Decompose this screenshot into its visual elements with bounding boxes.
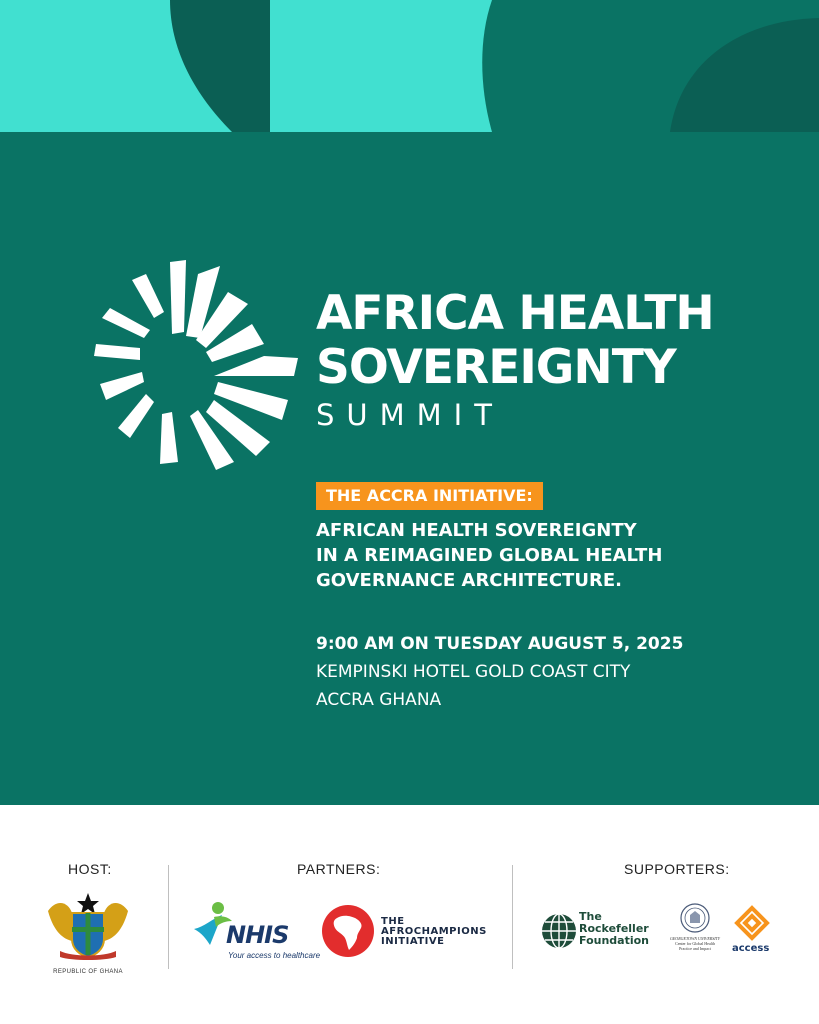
host-logo-caption: REPUBLIC OF GHANA: [53, 969, 123, 975]
top-decorative-band: [0, 0, 819, 132]
access-diamond-icon: [734, 905, 770, 941]
rockefeller-text: [579, 911, 649, 947]
rockefeller-line-3: Foundation: [579, 934, 650, 947]
footer-divider-1: [168, 865, 169, 969]
host-logo-ghana: [42, 891, 134, 975]
decorative-shapes: [0, 0, 819, 132]
afrochampions-line-3: INITIATIVE: [381, 936, 445, 947]
afrochampions-line-1: THE: [381, 916, 405, 927]
georgetown-text: [660, 936, 730, 951]
partner-logo-afrochampions: [321, 904, 491, 960]
supporter-logo-access: [730, 905, 776, 957]
event-datetime: 9:00 AM ON TUESDAY AUGUST 5, 2025: [316, 634, 684, 654]
rockefeller-line-1: The: [579, 910, 602, 923]
nhis-name: NHIS: [226, 921, 289, 949]
host-label: HOST:: [68, 861, 112, 877]
georgetown-seal-icon: [680, 903, 710, 933]
afrochampions-line-2: AFROCHAMPIONS: [381, 926, 487, 937]
georgetown-line-2: Center for Global Health: [675, 941, 715, 946]
supporter-logo-rockefeller: [541, 909, 653, 955]
supporter-logo-georgetown: [660, 903, 730, 963]
partner-logo-nhis: [192, 901, 321, 963]
event-details: [316, 630, 683, 714]
theme-line-2: IN A REIMAGINED GLOBAL HEALTH: [316, 545, 663, 566]
nhis-tagline: Your access to healthcare: [228, 951, 321, 960]
partners-label: PARTNERS:: [297, 861, 381, 877]
afrochampions-text: [381, 917, 487, 947]
summit-theme: [316, 518, 662, 593]
event-venue: KEMPINSKI HOTEL GOLD COAST CITY: [316, 662, 631, 682]
ghana-coat-of-arms-icon: [42, 891, 134, 961]
summit-sunburst-logo-icon: [88, 252, 308, 472]
georgetown-line-3: Practice and Impact: [679, 946, 711, 951]
globe-icon: [541, 913, 577, 949]
initiative-tag: THE ACCRA INITIATIVE:: [316, 482, 543, 510]
summit-title: [316, 287, 714, 433]
sponsors-footer: [0, 805, 819, 1024]
title-subtitle: SUMMIT: [316, 398, 504, 432]
africa-map-icon: [321, 904, 375, 958]
access-name: access: [732, 943, 770, 954]
supporters-label: SUPPORTERS:: [624, 861, 730, 877]
theme-line-3: GOVERNANCE ARCHITECTURE.: [316, 570, 622, 591]
rockefeller-line-2: Rockefeller: [579, 922, 649, 935]
footer-divider-2: [512, 865, 513, 969]
georgetown-line-1: GEORGETOWN UNIVERSITY: [669, 936, 721, 941]
title-line-2: SOVEREIGNTY: [316, 340, 676, 395]
event-city: ACCRA GHANA: [316, 690, 442, 710]
theme-line-1: AFRICAN HEALTH SOVEREIGNTY: [316, 520, 637, 541]
title-line-1: AFRICA HEALTH: [316, 286, 714, 341]
